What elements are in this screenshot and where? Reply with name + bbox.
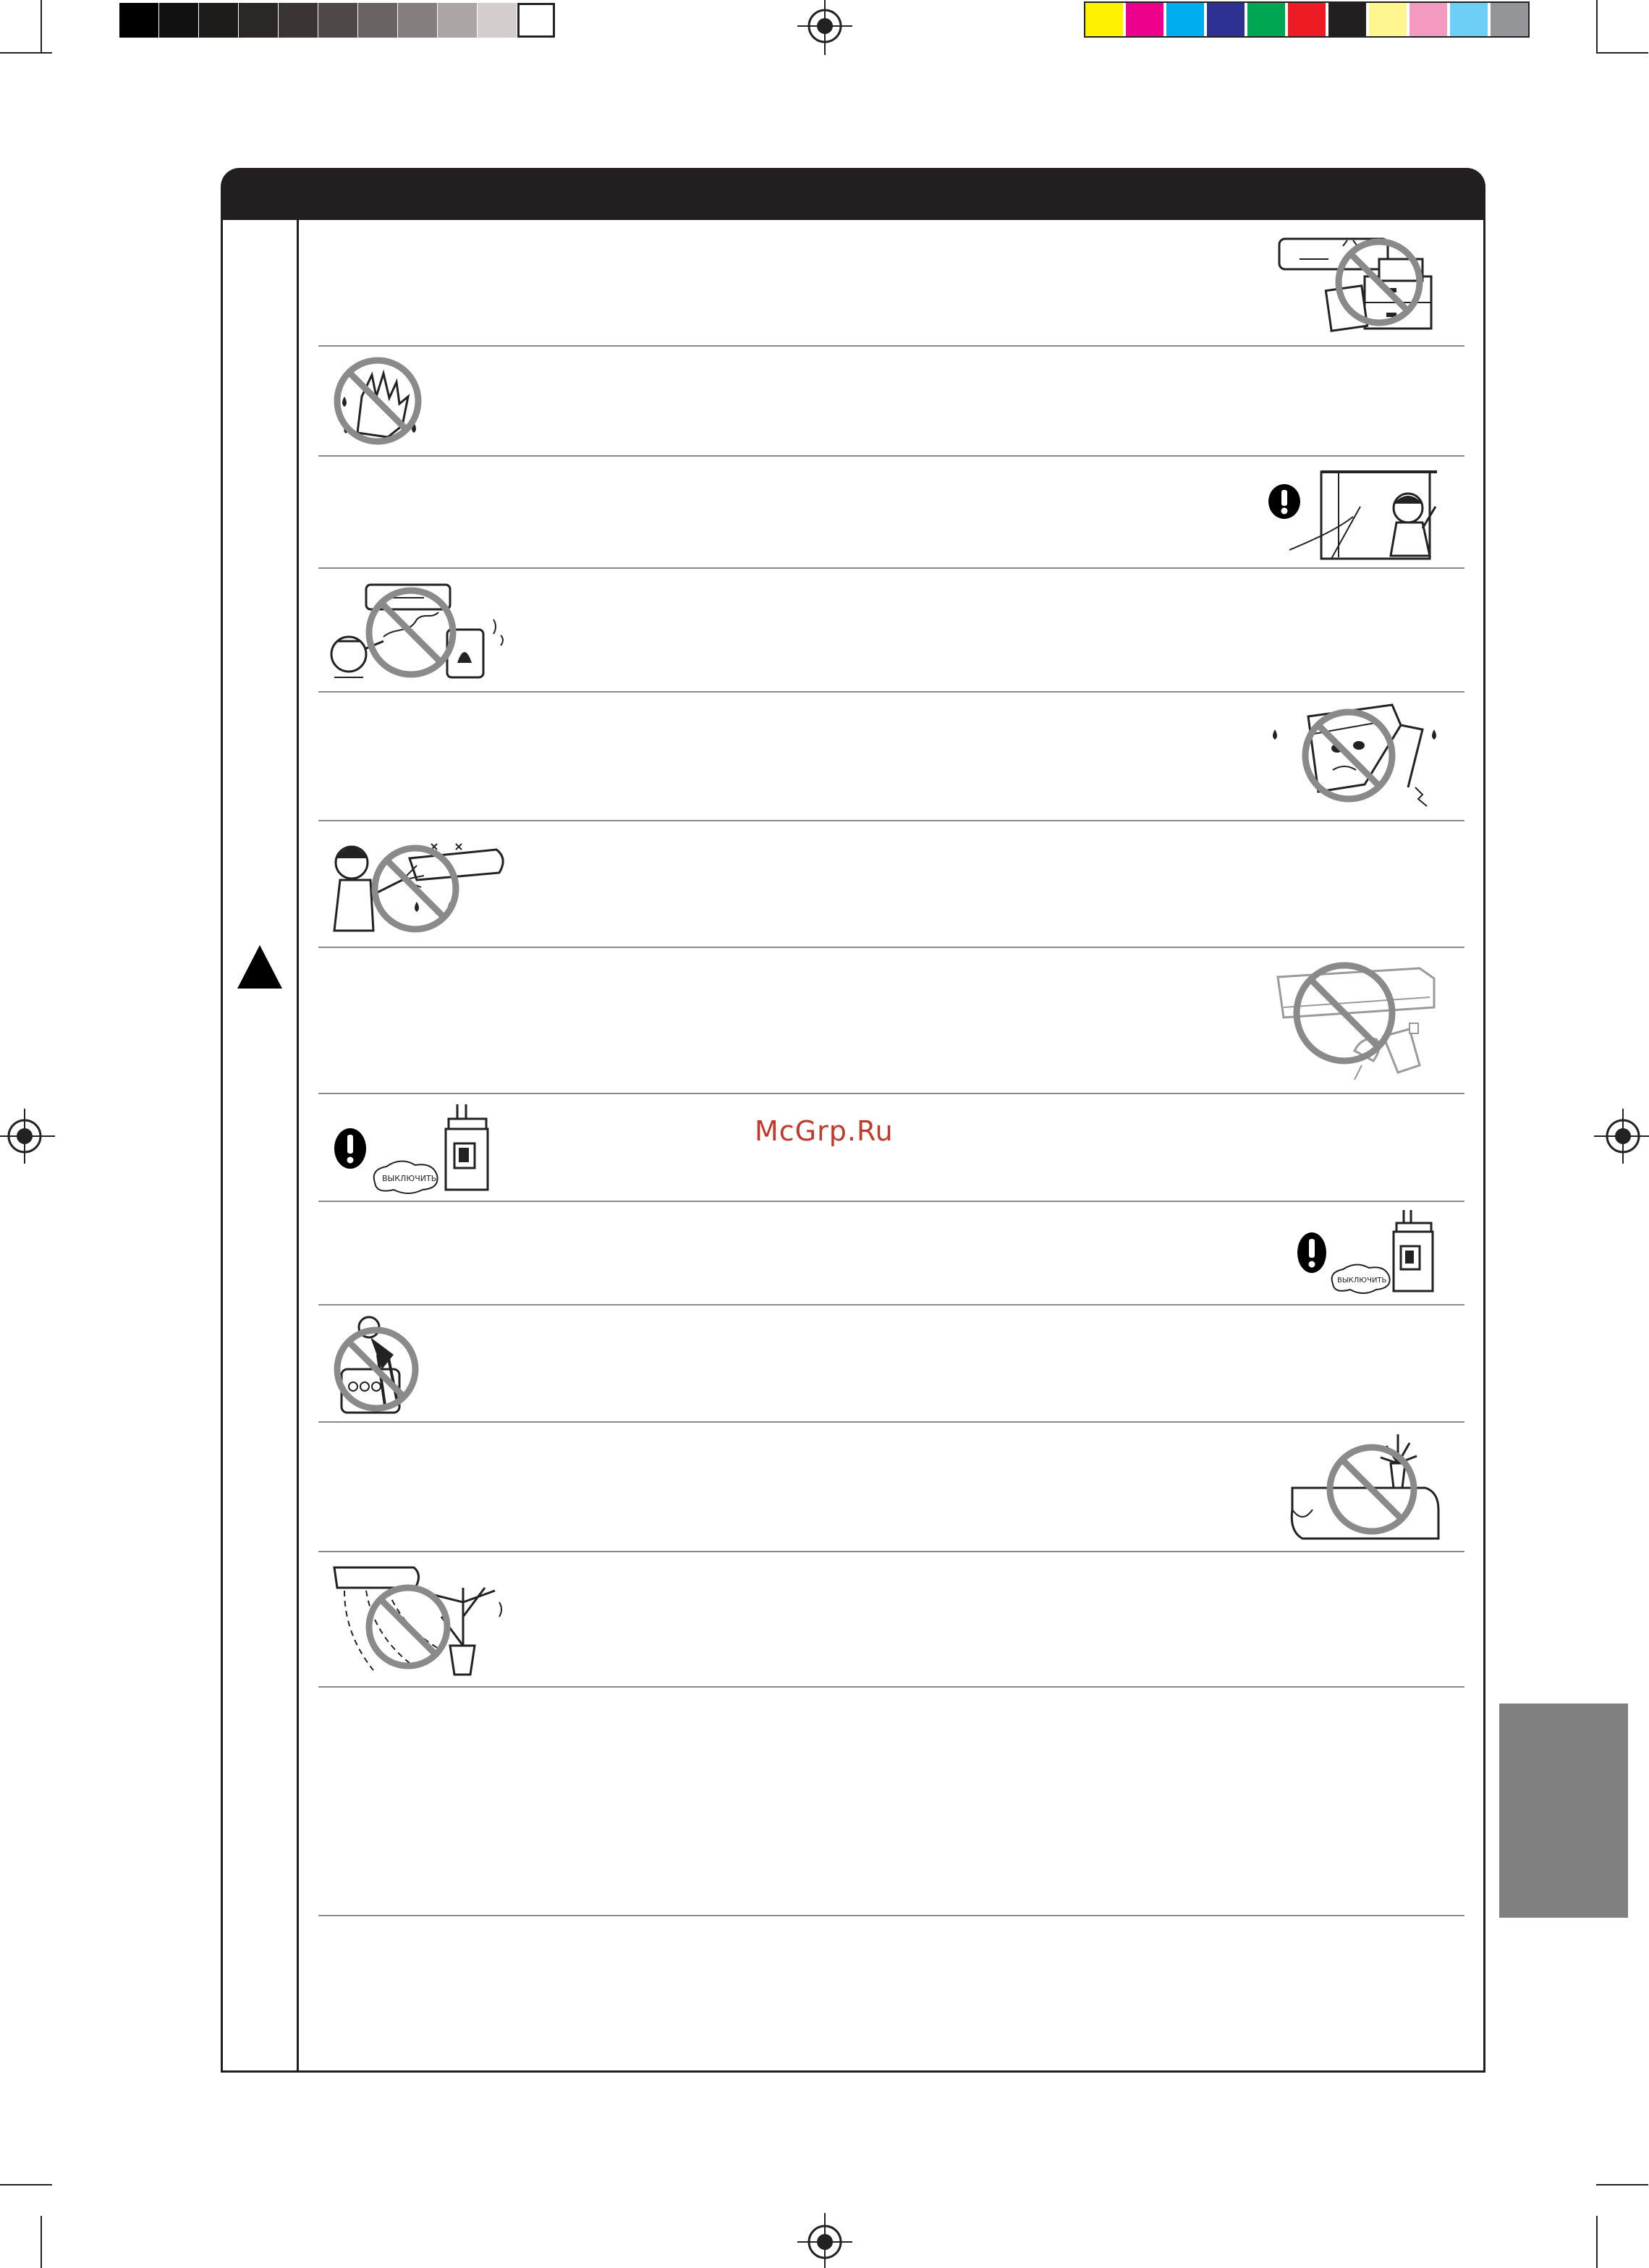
row-divider bbox=[318, 820, 1464, 821]
crop-mark bbox=[0, 52, 52, 54]
row-divider bbox=[318, 1201, 1464, 1202]
row-divider bbox=[318, 567, 1464, 569]
registration-mark-icon bbox=[796, 0, 854, 55]
gray-swatch bbox=[478, 3, 517, 38]
row-divider bbox=[318, 1915, 1464, 1916]
registration-mark-icon bbox=[1594, 1107, 1649, 1165]
unit-falling-icon bbox=[1263, 701, 1447, 812]
row-divider bbox=[318, 1093, 1464, 1094]
window-curtain-icon bbox=[1288, 463, 1441, 562]
furniture-under-unit-icon bbox=[1278, 230, 1440, 333]
gray-swatch bbox=[438, 3, 477, 38]
registration-mark-icon bbox=[0, 1107, 55, 1165]
crop-mark bbox=[1596, 52, 1648, 54]
exclamation-icon bbox=[334, 1127, 367, 1169]
svg-text:ВЫКЛЮЧИТЬ: ВЫКЛЮЧИТЬ bbox=[382, 1174, 437, 1183]
row-divider bbox=[318, 947, 1464, 948]
gray-swatch bbox=[517, 3, 555, 38]
gray-swatch bbox=[199, 3, 238, 38]
switch-off-icon bbox=[372, 1103, 506, 1191]
water-spray-icon bbox=[323, 829, 514, 936]
crop-mark bbox=[1596, 2184, 1648, 2186]
caution-triangle-icon bbox=[236, 944, 284, 990]
watermark-text: McGrp.Ru bbox=[755, 1115, 894, 1147]
row-divider bbox=[318, 345, 1464, 347]
crop-mark bbox=[41, 0, 42, 52]
row-divider bbox=[318, 1421, 1464, 1423]
row-divider bbox=[318, 455, 1464, 457]
gray-swatch bbox=[318, 3, 357, 38]
person-climbing-icon bbox=[331, 1311, 425, 1417]
gray-swatch bbox=[398, 3, 437, 38]
steam-kettle-heater-icon bbox=[323, 576, 514, 683]
airflow-plant-icon bbox=[330, 1559, 511, 1682]
row-divider bbox=[318, 1304, 1464, 1306]
gray-swatch bbox=[358, 3, 397, 38]
wet-hands-icon bbox=[330, 353, 431, 449]
gray-swatch bbox=[239, 3, 278, 38]
crop-mark bbox=[41, 2216, 42, 2268]
table-header-bar bbox=[221, 168, 1485, 220]
plant-on-unit-icon bbox=[1284, 1430, 1444, 1544]
crop-mark bbox=[1596, 0, 1598, 52]
gray-swatch bbox=[159, 3, 198, 38]
crop-mark bbox=[1596, 2216, 1598, 2268]
row-divider bbox=[318, 1686, 1464, 1688]
label-column-divider bbox=[297, 217, 299, 2073]
row-divider bbox=[318, 1551, 1464, 1552]
exclamation-icon bbox=[1297, 1232, 1327, 1274]
color-bar-frame bbox=[1084, 1, 1530, 38]
switch-off-icon bbox=[1330, 1209, 1446, 1294]
gray-swatch bbox=[279, 3, 318, 38]
insecticide-spray-icon bbox=[1275, 957, 1446, 1087]
section-thumb-tab bbox=[1499, 1704, 1628, 1918]
crop-mark bbox=[0, 2184, 52, 2186]
registration-mark-icon bbox=[796, 2213, 854, 2268]
svg-text:ВЫКЛЮЧИТЬ: ВЫКЛЮЧИТЬ bbox=[1337, 1277, 1387, 1285]
gray-swatch bbox=[119, 3, 158, 38]
row-divider bbox=[318, 691, 1464, 693]
